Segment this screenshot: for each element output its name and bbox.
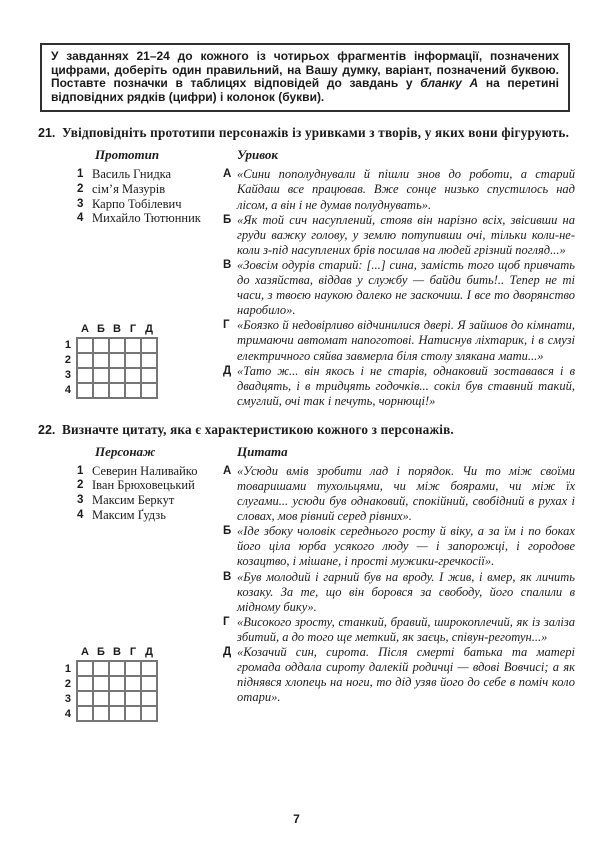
list-item — [77, 508, 223, 523]
list-item-number: 3 — [77, 494, 84, 507]
answer-cell — [141, 676, 157, 691]
grid-corner — [61, 323, 77, 338]
grid-col-header: А — [81, 322, 89, 335]
answer-cell — [77, 691, 93, 706]
question-21-number: 21. — [38, 126, 56, 141]
grid-col-header: Д — [145, 322, 153, 335]
answer-grid-row — [61, 691, 157, 706]
answer-cell — [93, 691, 109, 706]
option-text: «Високого зросту, станкий, бравий, широкоплечий, як із заліза збитий, а до того ще меткий, як заєць, співун-реготун...» — [237, 614, 575, 644]
list-item-number: 4 — [77, 212, 84, 225]
option-letter: Б — [223, 213, 232, 226]
grid-row-header: 2 — [64, 354, 71, 367]
option-row — [223, 645, 575, 705]
question-21 — [0, 125, 607, 409]
answer-cell — [141, 691, 157, 706]
answer-cell — [109, 661, 125, 676]
grid-row-header: 4 — [64, 707, 71, 720]
question-21-left-column — [64, 147, 223, 409]
question-22 — [0, 422, 607, 722]
question-21-body — [64, 147, 607, 409]
grid-row-header: 1 — [64, 662, 71, 675]
grid-col-header: Д — [145, 646, 153, 659]
option-text: «Усюди вмів зробити лад і порядок. Чи то між своїми товаришами тухольцями, чи між боярами, чи між їх слугами... усюди був однаковий, спокійний, свобідний в рухах і словах, мов рівний серед рівних». — [237, 463, 575, 524]
grid-col-header: А — [81, 646, 89, 659]
list-item-number: 2 — [77, 182, 84, 195]
answer-cell — [77, 338, 93, 353]
grid-col-header: Б — [97, 322, 105, 335]
question-22-heading — [38, 422, 573, 438]
list-item — [77, 167, 223, 182]
answer-grid-row — [61, 706, 157, 721]
question-21-heading — [38, 125, 573, 141]
question-22-right-column — [223, 444, 575, 722]
instructions-emphasis: бланку А — [420, 76, 479, 91]
answer-cell — [77, 661, 93, 676]
answer-cell — [125, 383, 141, 398]
option-text: «Зовсім одурів старий: [...] сина, замість того щоб привчать до хазяйства, віддав у службу — байди бить!.. Тепер не ті часи, з твоєю наукою далеко не заскочиш. І все то дворянство наробило». — [237, 257, 575, 318]
answer-grid-21 — [61, 323, 158, 399]
option-row — [223, 318, 575, 363]
answer-cell — [77, 706, 93, 721]
answer-cell — [93, 706, 109, 721]
answer-cell — [109, 383, 125, 398]
grid-row-header: 3 — [64, 369, 71, 382]
answer-cell — [141, 368, 157, 383]
grid-row-header: 4 — [64, 384, 71, 397]
list-item — [77, 197, 223, 212]
list-item — [77, 182, 223, 197]
answer-cell — [141, 661, 157, 676]
list-item — [77, 478, 223, 493]
option-row — [223, 524, 575, 569]
answer-cell — [141, 706, 157, 721]
list-item-label: Василь Гнидка — [92, 167, 172, 182]
instructions-box — [40, 43, 570, 112]
question-22-number: 22. — [38, 422, 56, 437]
answer-grid-row — [61, 676, 157, 691]
option-text: «Тато ж... він якось і не старів, однаковий зоставався і в двадцять, і в тридцять годочків... сокіл був ставний такий, смуглий, очі так і печуть, чорнющі!» — [237, 363, 575, 408]
option-letter: Д — [223, 646, 232, 658]
answer-grid-row — [61, 368, 157, 383]
list-item-number: 3 — [77, 197, 84, 210]
answer-cell — [125, 676, 141, 691]
grid-col-header: В — [113, 322, 121, 335]
option-row — [223, 464, 575, 524]
list-item-label: Іван Брюховецький — [92, 478, 195, 493]
answer-cell — [125, 661, 141, 676]
answer-cell — [141, 353, 157, 368]
list-item-label: сім’я Мазурів — [92, 181, 166, 196]
list-item-number: 2 — [77, 479, 84, 492]
grid-col-header: Б — [97, 646, 105, 659]
option-letter: В — [223, 258, 232, 271]
grid-col-header: Г — [129, 646, 137, 659]
option-text: «Сини пополуднували й пішли знов до роботи, а старий Кайдаш все працював. Вже сонце низько спустилось над лісом, а він і не думав полуднувать». — [237, 167, 575, 212]
answer-cell — [77, 368, 93, 383]
grid-corner — [61, 646, 77, 661]
answer-cell — [93, 383, 109, 398]
answer-cell — [93, 368, 109, 383]
answer-cell — [109, 353, 125, 368]
answer-cell — [93, 338, 109, 353]
instructions-text-before: У завданнях 21–24 до кожного із чотирьох фрагментів інформації, позначених цифрами, доберіть один правильний, на Вашу думку, варіант, позначений буквою. Поставте позначки в таблицях відповідей до завдань у — [51, 49, 559, 91]
page-number: 7 — [293, 812, 300, 826]
question-22-left-column — [64, 443, 223, 722]
answer-cell — [109, 691, 125, 706]
answer-cell — [125, 353, 141, 368]
answer-grid-header-row — [61, 646, 157, 661]
option-text: «Був молодий і гарний був на вроду. І жив, і вмер, як личить козаку. За те, що він боровся за свободу, його спалили в мідному бику». — [237, 569, 575, 614]
option-text: «Козачий син, сирота. Після смерті батька та матері громада оддала сироту далекій родичці — вдові Вовчисі; а як піднявся хлопець на ноги, то дід узяв його до себе в поміч коло отари». — [237, 645, 575, 705]
answer-cell — [125, 338, 141, 353]
answer-cell — [93, 661, 109, 676]
answer-cell — [125, 706, 141, 721]
grid-row-header: 1 — [64, 339, 71, 352]
answer-grid-row — [61, 383, 157, 398]
list-item-label: Максим Беркут — [92, 493, 175, 508]
list-item-number: 1 — [77, 464, 84, 477]
grid-col-header: В — [113, 646, 121, 659]
answer-grid-header-row — [61, 323, 157, 338]
option-letter: А — [223, 168, 232, 181]
list-item — [77, 211, 223, 226]
option-text: «Як той сич насуплений, стояв він нарізно всіх, звісивши на груди важку голову, у землю потупивши очі, тільки коли-не-коли з-під насуплених брів посилав на людей грізний погляд...» — [237, 212, 575, 257]
list-item-label: Максим Ґудзь — [92, 507, 166, 522]
answer-cell — [77, 383, 93, 398]
answer-cell — [109, 706, 125, 721]
option-letter: А — [223, 464, 232, 477]
list-item-label: Михайло Тютюнник — [92, 211, 201, 226]
answer-cell — [109, 338, 125, 353]
answer-cell — [77, 676, 93, 691]
question-22-left-header: Персонаж — [95, 443, 156, 459]
answer-cell — [93, 353, 109, 368]
answer-grid-row — [61, 338, 157, 353]
question-22-right-header: Цитата — [237, 443, 288, 459]
answer-cell — [141, 338, 157, 353]
list-item — [77, 493, 223, 508]
answer-grid-row — [61, 661, 157, 676]
answer-cell — [93, 676, 109, 691]
question-22-body — [64, 443, 607, 722]
option-text: «Іде збоку чоловік середнього росту й віку, а за їм і по боках його ціла юрба усякого люду — і запорожці, і городове козацтво, і мішане, і прості мужики-гречкосії». — [237, 524, 575, 569]
answer-cell — [125, 691, 141, 706]
answer-cell — [109, 368, 125, 383]
list-item-number: 4 — [77, 508, 84, 521]
list-item-label: Карпо Тобілевич — [92, 196, 182, 211]
option-letter: Д — [223, 364, 232, 377]
option-letter: Б — [223, 525, 232, 538]
question-22-prompt: Визначте цитату, яка є характеристикою кожного з персонажів. — [62, 421, 454, 437]
answer-cell — [77, 353, 93, 368]
option-row — [223, 258, 575, 318]
instructions-text — [51, 50, 559, 104]
grid-row-header: 3 — [64, 692, 71, 705]
option-row — [223, 364, 575, 409]
answer-cell — [125, 368, 141, 383]
question-21-right-header: Уривок — [237, 147, 278, 163]
question-21-left-header: Прототип — [95, 147, 160, 163]
option-row — [223, 213, 575, 258]
list-item-number: 1 — [77, 168, 84, 181]
option-row — [223, 167, 575, 212]
grid-col-header: Г — [129, 322, 137, 335]
answer-grid-22 — [61, 646, 158, 722]
instructions-text-after: на перетині відповідних рядків (цифри) і колонок (букви). — [51, 76, 560, 104]
answer-grid-row — [61, 353, 157, 368]
option-text: «Боязко й недовірливо відчинилися двері. Я зайшов до кімнати, тримаючи автомат напоготові. Натиснув ліхтарик, і в смузі електричного сяйва завмерла біля столу злякана мати...» — [237, 318, 575, 363]
option-letter: В — [223, 570, 232, 583]
list-item-label: Северин Наливайко — [92, 463, 198, 478]
list-item — [77, 464, 223, 479]
answer-cell — [109, 676, 125, 691]
answer-cell — [141, 383, 157, 398]
question-21-prompt: Увідповідніть прототипи персонажів із уривками з творів, у яких вони фігурують. — [62, 125, 570, 141]
option-row — [223, 570, 575, 615]
option-letter: Г — [223, 319, 230, 332]
grid-row-header: 2 — [64, 677, 71, 690]
option-row — [223, 615, 575, 645]
question-21-right-column — [223, 147, 575, 409]
option-letter: Г — [223, 615, 230, 628]
